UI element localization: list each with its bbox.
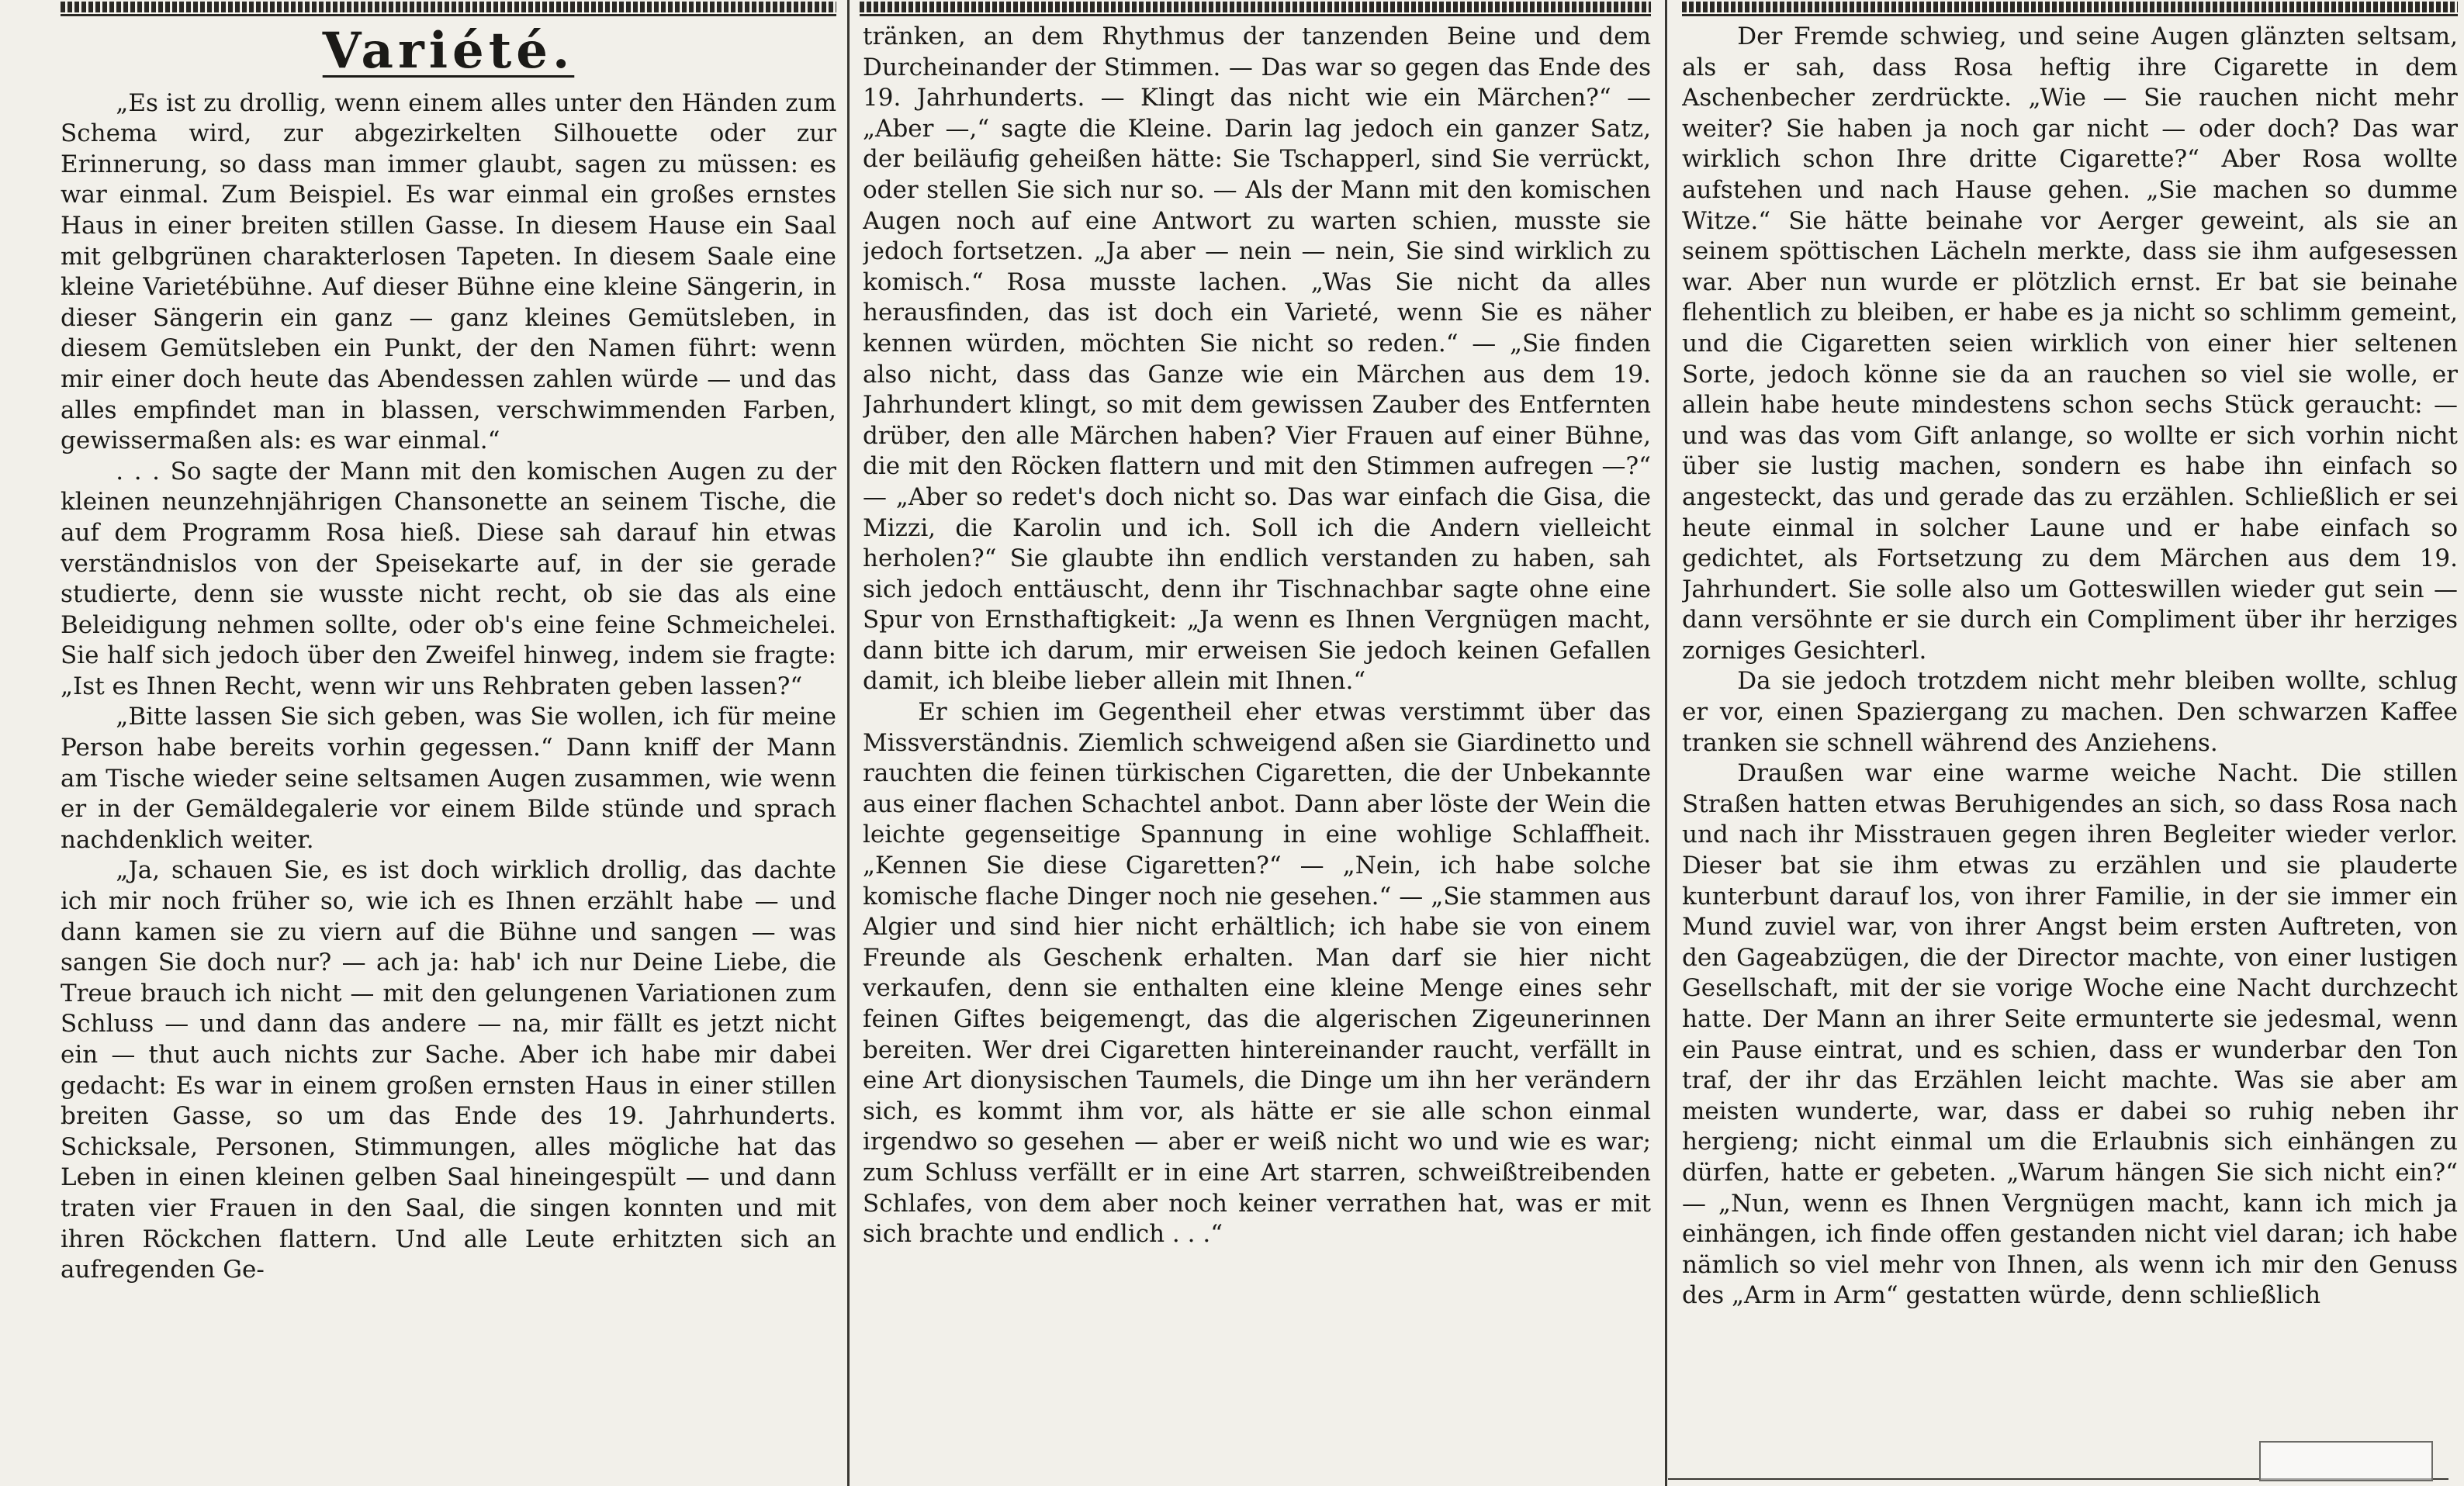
archive-stamp (2259, 1441, 2433, 1481)
column-2 (863, 22, 1651, 1480)
paragraph: Draußen war eine warme weiche Nacht. Die stillen Straßen hatten etwas Beruhigendes an sich, so dass Rosa nach und nach ihr Misstrauen gegen ihren Begleiter wieder verlor. Dieser bat sie ihm etwas zu erzählen und sie plauderte kunterbunt darauf los, von ihrer Familie, in der sie immer ein Mund zuviel war, von ihrer Angst beim ersten Auftreten, von den Gageabzügen, die der Director machte, von einer lustigen Gesellschaft, mit der sie vorige Woche eine Nacht durchzecht hatte. Der Mann an ihrer Seite ermunterte sie jedesmal, wenn ein Pause eintrat, und es schien, dass er wunderbar den Ton traf, der ihr das Erzählen leicht machte. Was sie aber am meisten wunderte, war, dass er dabei so ruhig neben ihr hergieng; nicht einmal um die Erlaubnis sich einhängen zu dürfen, hatte er gebeten. „Warum hängen Sie sich nicht ein?“ — „Nun, wenn es Ihnen Vergnügen macht, kann ich mich ja einhängen, ich finde offen gestanden nicht viel daran; ich habe nämlich so viel mehr von Ihnen, als wenn ich mir den Genuss des „Arm in Arm“ gestatten würde, denn schließlich (1682, 759, 2458, 1310)
paragraph: „Es ist zu drollig, wenn einem alles unter den Händen zum Schema wird, zur abgezirkelten Silhouette oder zur Erinnerung, so dass man immer glaubt, sagen zu müssen: es war einmal. Zum Beispiel. Es war einmal ein großes ernstes Haus in einer breiten stillen Gasse. In diesem Hause ein Saal mit gelbgrünen charakterlosen Tapeten. In diesem Saale eine kleine Varietébühne. Auf dieser Bühne eine kleine Sängerin, in dieser Sängerin ein ganz — ganz kleines Gemütsleben, in diesem Gemütsleben ein Punkt, der den Namen führt: wenn mir einer doch heute das Abendessen zahlen würde — und das alles empfindet man in blassen, verschwimmenden Farben, gewissermaßen als: es war einmal.“ (61, 88, 836, 455)
column-1 (61, 22, 836, 1480)
paragraph: Da sie jedoch trotzdem nicht mehr bleiben wollte, schlug er vor, einen Spaziergang zu machen. Den schwarzen Kaffee tranken sie schnell während des Anziehens. (1682, 667, 2458, 757)
top-rule-left (61, 2, 836, 12)
column-divider-2 (1665, 0, 1667, 1486)
paragraph: „Bitte lassen Sie sich geben, was Sie wollen, ich für meine Person habe bereits vorhin gegessen.“ Dann kniff der Mann am Tische wieder seine seltsamen Augen zusammen, wie wenn er in der Gemäldegalerie vor einem Bilde stünde und sprach nachdenklich weiter. (61, 703, 836, 854)
top-rule-right (1682, 2, 2458, 12)
paragraph: . . . So sagte der Mann mit den komischen Augen zu der kleinen neunzehnjährigen Chansonette an seinem Tische, die auf dem Programm Rosa hieß. Diese sah darauf hin etwas verständnislos von der Speisekarte auf, in der sie gerade studierte, denn sie wusste nicht recht, ob sie das als eine Beleidigung nehmen sollte, oder ob's eine feine Schmeichelei. Sie half sich jedoch über den Zweifel hinweg, indem sie fragte: „Ist es Ihnen Recht, wenn wir uns Rehbraten geben lassen?“ (61, 457, 836, 700)
column-3 (1682, 22, 2458, 1480)
paragraph: Er schien im Gegentheil eher etwas verstimmt über das Missverständnis. Ziemlich schweigend aßen sie Giardinetto und rauchten die feinen türkischen Cigaretten, die der Unbekannte aus einer flachen Schachtel anbot. Dann aber löste der Wein die leichte gegenseitige Spannung in eine wohlige Schlaffheit. „Kennen Sie diese Cigaretten?“ — „Nein, ich habe solche komische flache Dinger noch nie gesehen.“ — „Sie stammen aus Algier und sind hier nicht erhältlich; ich habe sie von einem Freunde als Geschenk erhalten. Man darf sie hier nicht verkaufen, denn sie enthalten eine kleine Menge eines sehr feinen Giftes beigemengt, das die algerischen Zigeunerinnen bereiten. Wer drei Cigaretten hintereinander raucht, verfällt in eine Art dionysischen Taumels, die Dinge um ihn her verändern sich, es kommt ihm vor, als hätte er sie alle schon einmal irgendwo so gesehen — aber er weiß nicht wo und wie es war; zum Schluss verfällt er in eine Art starren, schweißtreibenden Schlafes, von dem aber noch keiner verrathen hat, was er mit sich brachte und endlich . . .“ (863, 698, 1651, 1249)
paragraph: Der Fremde schwieg, und seine Augen glänzten seltsam, als er sah, dass Rosa heftig ihre Cigarette in dem Aschenbecher zerdrückte. „Wie — Sie rauchen nicht mehr weiter? Sie haben ja noch gar nicht — oder doch? Das war wirklich schon Ihre dritte Cigarette?“ Aber Rosa wollte aufstehen und nach Hause gehen. „Sie machen so dumme Witze.“ Sie hätte beinahe vor Aerger geweint, als sie an seinem spöttischen Lächeln merkte, dass sie ihm aufgesessen war. Aber nun wurde er plötzlich ernst. Er bat sie beinahe flehentlich zu bleiben, er habe es ja nicht so schlimm gemeint, und die Cigaretten seien wirklich von einer hier seltenen Sorte, jedoch könne sie da an rauchen so viel sie wolle, er allein habe heute mindestens schon sechs Stück geraucht: — und was das vom Gift anlange, so wollte er sich vorhin nicht über sie lustig machen, sondern es habe ihn einfach so angesteckt, das und gerade das zu erzählen. Schließlich er sei heute einmal in solcher Laune und er habe einfach so gedichtet, als Fortsetzung zu dem Märchen aus dem 19. Jahrhundert. Sie solle also um Gotteswillen wieder gut sein — dann versöhnte er sie durch ein Compliment über ihr herziges zorniges Gesichterl. (1682, 22, 2458, 665)
article-title: Variété. (322, 22, 575, 80)
paragraph: „Ja, schauen Sie, es ist doch wirklich drollig, das dachte ich mir noch früher so, wie ich es Ihnen erzählt habe — und dann kamen sie zu viern auf die Bühne und sangen — was sangen Sie doch nur? — ach ja: hab' ich nur Deine Liebe, die Treue brauch ich nicht — mit den gelungenen Variationen zum Schluss — und dann das andere — na, mir fällt es jetzt nicht ein — thut auch nichts zur Sache. Aber ich habe mir dabei gedacht: Es war in einem großen ernsten Haus in einer stillen breiten Gasse, so um das Ende des 19. Jahrhunderts. Schicksale, Personen, Stimmungen, alles mögliche hat das Leben in einen kleinen gelben Saal hineingespült — und dann traten vier Frauen in den Saal, die singen konnten und mit ihren Röckchen flattern. Und alle Leute erhitzten sich an aufregenden Ge- (61, 856, 836, 1284)
paragraph: tränken, an dem Rhythmus der tanzenden Beine und dem Durcheinander der Stimmen. — Das war so gegen das Ende des 19. Jahrhunderts. — Klingt das nicht wie ein Märchen?“ — „Aber —,“ sagte die Kleine. Darin lag jedoch ein ganzer Satz, der beiläufig geheißen hätte: Sie Tschapperl, sind Sie verrückt, oder stellen Sie sich nur so. — Als der Mann mit den komischen Augen noch auf eine Antwort zu warten schien, musste sie jedoch fortsetzen. „Ja aber — nein — nein, Sie sind wirklich zu komisch.“ Rosa musste lachen. „Was Sie nicht da alles herausfinden, das ist doch ein Varieté, wenn Sie es näher kennen würden, möchten Sie nicht so reden.“ — „Sie finden also nicht, dass das Ganze wie ein Märchen aus dem 19. Jahrhundert klingt, so mit dem gewissen Zauber des Entfernten drüber, den alle Märchen haben? Vier Frauen auf einer Bühne, die mit den Röcken flattern und mit den Stimmen aufregen —?“ — „Aber so redet's doch nicht so. Das war einfach die Gisa, die Mizzi, die Karolin und ich. Soll ich die Andern vielleicht herholen?“ Sie glaubte ihn endlich verstanden zu haben, sah sich jedoch enttäuscht, denn ihr Tischnachbar sagte ohne eine Spur von Ernsthaftigkeit: „Ja wenn es Ihnen Vergnügen macht, dann bitte ich darum, mir erweisen Sie jedoch keinen Gefallen damit, ich bleibe lieber allein mit Ihnen.“ (863, 22, 1651, 696)
top-rule-middle (860, 2, 1651, 12)
column-divider-1 (847, 0, 850, 1486)
